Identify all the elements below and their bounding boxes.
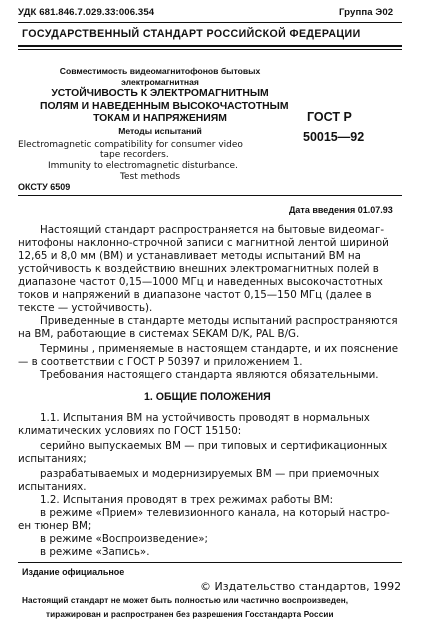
title-main-line1: УСТОЙЧИВОСТЬ К ЭЛЕКТРОМАГНИТНЫМ (51, 88, 269, 99)
title-compat-line1: Совместимость видеомагнитофонов бытовых (59, 66, 261, 76)
section-heading: 1. ОБЩИЕ ПОЛОЖЕНИЯ (144, 391, 271, 403)
body-p1-line5: диапазоне частот 0,15—1000 МГц и наведенных высокочастотных (18, 276, 383, 288)
s11-line5: разрабатываемых и модернизируемых ВМ — при приемочных (40, 468, 380, 480)
gost-label: ГОСТ Р (307, 110, 352, 124)
intro-date: Дата введения 01.07.93 (289, 205, 393, 215)
header-rule-double-1 (18, 45, 402, 47)
body-p1-line3: 12,65 и 8,0 мм (ВМ) и устанавливает методы испытаний ВМ на (18, 250, 361, 262)
body-p4-line1: Требования настоящего стандарта являются обязательными. (40, 369, 379, 381)
body-p3-line1: Термины , применяемые в настоящем стандарте, и их пояснение (40, 343, 399, 355)
header-rule-top (18, 22, 402, 23)
notice-line2: тиражирован и распространен без разрешения Госстандарта России (46, 610, 334, 619)
s11-line1: 1.1. Испытания ВМ на устойчивость проводят в нормальных (40, 412, 370, 424)
body-p1-line7: тексте — устойчивость). (18, 302, 153, 314)
title-main-line3: ТОКАМ И НАПРЯЖЕНИЯМ (93, 113, 227, 124)
s11-line4: испытаниях; (18, 453, 87, 465)
gost-number: 50015—92 (303, 130, 365, 144)
group-code: Группа Э02 (339, 7, 394, 18)
footer-rule (18, 562, 402, 563)
body-p1-line2: нитофоны наклонно-строчной записи с магнитной лентой шириной (18, 237, 389, 249)
okstu-rule (18, 195, 402, 196)
title-block (40, 66, 289, 137)
s11-line6: испытаниях. (18, 481, 87, 493)
body-p1-line1: Настоящий стандарт распространяется на бытовые видеомаг- (40, 224, 385, 236)
body-p2-line1: Приведенные в стандарте методы испытаний распространяются (40, 315, 398, 327)
title-main-line2: ПОЛЯМ И НАВЕДЕННЫМ ВЫСОКОЧАСТОТНЫМ (40, 100, 289, 112)
standard-title: ГОСУДАРСТВЕННЫЙ СТАНДАРТ РОССИЙСКОЙ ФЕДЕРАЦИИ (22, 28, 361, 40)
body-p1-line6: токов и напряжений в диапазоне частот 0,15—150 МГц (далее в (18, 289, 372, 301)
title-compat-line2: электромагнитная (121, 77, 199, 87)
s12-line3: ен тюнер ВМ; (18, 520, 92, 532)
s11-line2: климатических условиях по ГОСТ 15150: (18, 425, 242, 437)
s12-line1: 1.2. Испытания проводят в трех режимах работы ВМ: (40, 494, 334, 506)
notice-line1: Настоящий стандарт не может быть полностью или частично воспроизведен, (22, 596, 349, 605)
s11-line3: серийно выпускаемых ВМ — при типовых и сертификационных (40, 440, 388, 452)
body-p3-line2: — в соответствии с ГОСТ Р 50397 и приложением 1. (18, 356, 303, 368)
edition-label: Издание официальное (22, 567, 125, 577)
title-en-line2: tape recorders. (100, 150, 169, 160)
title-en-line4: Test methods (120, 172, 181, 182)
title-en-line3: Immunity to electromagnetic disturbance. (48, 161, 238, 171)
s12-line2: в режиме «Прием» телевизионного канала, на который настро- (40, 507, 390, 519)
copyright: © Издательство стандартов, 1992 (200, 580, 402, 593)
s12-line4: в режиме «Воспроизведение»; (40, 533, 209, 545)
header-rule-double-2 (18, 49, 402, 50)
okstu-code: ОКСТУ 6509 (18, 182, 71, 192)
udk-code: УДК 681.846.7.029.33:006.354 (18, 7, 155, 18)
title-en-line1: Electromagnetic compatibility for consumer video (18, 140, 243, 150)
body-p1-line4: устойчивость к воздействию внешних электромагнитных полей в (18, 263, 379, 275)
body-p2-line2: на ВМ, работающие в системах SEKAM D/K, PAL B/G. (18, 328, 300, 340)
title-methods: Методы испытаний (118, 125, 202, 136)
s12-line5: в режиме «Запись». (40, 546, 150, 558)
